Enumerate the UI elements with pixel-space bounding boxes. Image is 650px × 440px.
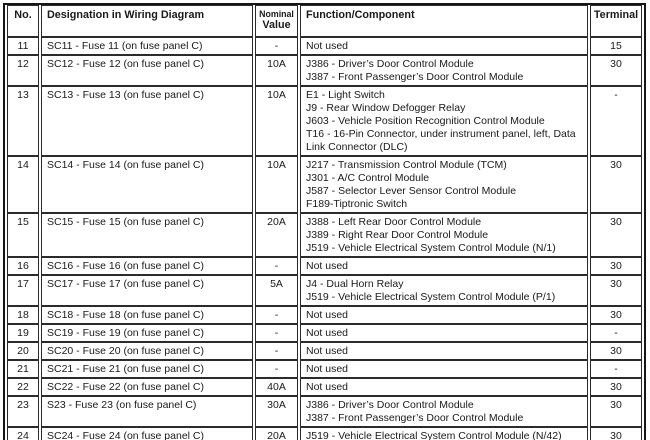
function-line: Not used <box>306 260 349 272</box>
nominal-value-cell: 30A <box>255 396 298 427</box>
table-row <box>7 257 642 275</box>
nominal-value-cell: - <box>255 342 298 360</box>
function-line: J9 - Rear Window Defogger Relay <box>306 102 466 114</box>
column-header-terminal: Terminal <box>590 5 642 37</box>
designation-cell: SC24 - Fuse 24 (on fuse panel C) <box>41 427 253 440</box>
terminal-cell: - <box>590 86 642 156</box>
function-line: J386 - Driver’s Door Control Module <box>306 58 474 70</box>
designation-cell: SC22 - Fuse 22 (on fuse panel C) <box>41 378 253 396</box>
column-header-nominal-line2: Value <box>262 19 291 31</box>
table-row <box>7 396 642 427</box>
terminal-cell: 30 <box>590 275 642 306</box>
designation-cell: SC12 - Fuse 12 (on fuse panel C) <box>41 55 253 86</box>
row-number-cell: 20 <box>7 342 39 360</box>
row-number-cell: 21 <box>7 360 39 378</box>
function-line: F189-Tiptronic Switch <box>306 198 408 210</box>
column-header-nominal-line1: Nominal <box>259 9 294 19</box>
nominal-value-cell: - <box>255 257 298 275</box>
function-line: Not used <box>306 345 349 357</box>
column-header-function: Function/Component <box>300 5 588 37</box>
nominal-value-cell: 5A <box>255 275 298 306</box>
column-header-no: No. <box>7 5 39 37</box>
row-number-cell: 17 <box>7 275 39 306</box>
row-number-cell: 18 <box>7 306 39 324</box>
table-row <box>7 37 642 55</box>
table-row <box>7 156 642 213</box>
function-component-cell <box>300 55 588 86</box>
nominal-value-cell: 40A <box>255 378 298 396</box>
terminal-cell: 15 <box>590 37 642 55</box>
nominal-value-cell: - <box>255 324 298 342</box>
row-number-cell: 11 <box>7 37 39 55</box>
row-number-cell: 23 <box>7 396 39 427</box>
designation-cell: SC13 - Fuse 13 (on fuse panel C) <box>41 86 253 156</box>
function-line: J587 - Selector Lever Sensor Control Module <box>306 185 517 197</box>
function-line: E1 - Light Switch <box>306 89 385 101</box>
table-row <box>7 306 642 324</box>
function-line: J389 - Right Rear Door Control Module <box>306 229 489 241</box>
nominal-value-cell: 10A <box>255 156 298 213</box>
function-line: Not used <box>306 381 349 393</box>
nominal-value-cell: 20A <box>255 427 298 440</box>
function-line: J386 - Driver’s Door Control Module <box>306 399 474 411</box>
row-number-cell: 12 <box>7 55 39 86</box>
function-line: Not used <box>306 327 349 339</box>
terminal-cell: 30 <box>590 427 642 440</box>
terminal-cell: 30 <box>590 306 642 324</box>
designation-cell: SC20 - Fuse 20 (on fuse panel C) <box>41 342 253 360</box>
designation-cell: SC17 - Fuse 17 (on fuse panel C) <box>41 275 253 306</box>
function-line: J217 - Transmission Control Module (TCM) <box>306 159 507 171</box>
designation-cell: SC16 - Fuse 16 (on fuse panel C) <box>41 257 253 275</box>
table-row <box>7 324 642 342</box>
function-component-cell <box>300 396 588 427</box>
row-number-cell: 14 <box>7 156 39 213</box>
function-line: Not used <box>306 309 349 321</box>
terminal-cell: 30 <box>590 156 642 213</box>
table-row <box>7 360 642 378</box>
row-number-cell: 13 <box>7 86 39 156</box>
function-line: J388 - Left Rear Door Control Module <box>306 216 482 228</box>
function-component-cell <box>300 156 588 213</box>
function-line: J387 - Front Passenger’s Door Control Module <box>306 412 524 424</box>
function-line: J387 - Front Passenger’s Door Control Module <box>306 71 524 83</box>
function-line: J519 - Vehicle Electrical System Control Module (N/1) <box>306 242 556 254</box>
function-component-cell <box>300 37 588 55</box>
terminal-cell: 30 <box>590 342 642 360</box>
row-number-cell: 19 <box>7 324 39 342</box>
row-number-cell: 15 <box>7 213 39 257</box>
function-component-cell <box>300 427 588 440</box>
function-component-cell <box>300 275 588 306</box>
table-row <box>7 342 642 360</box>
function-component-cell <box>300 306 588 324</box>
designation-cell: S23 - Fuse 23 (on fuse panel C) <box>41 396 253 427</box>
function-line: Not used <box>306 40 349 52</box>
terminal-cell: 30 <box>590 55 642 86</box>
table-row <box>7 378 642 396</box>
terminal-cell: 30 <box>590 396 642 427</box>
function-line: J301 - A/C Control Module <box>306 172 430 184</box>
function-line: J519 - Vehicle Electrical System Control Module (P/1) <box>306 291 556 303</box>
function-component-cell <box>300 360 588 378</box>
function-line: T16 - 16-Pin Connector, under instrument panel, left, Data Link Connector (DLC) <box>306 128 576 153</box>
table-body <box>7 37 642 440</box>
table-row <box>7 275 642 306</box>
fuse-panel-table <box>3 3 646 440</box>
column-header-nominal <box>255 5 298 37</box>
row-number-cell: 24 <box>7 427 39 440</box>
function-component-cell <box>300 324 588 342</box>
nominal-value-cell: - <box>255 360 298 378</box>
designation-cell: SC15 - Fuse 15 (on fuse panel C) <box>41 213 253 257</box>
function-line: Not used <box>306 363 349 375</box>
table-row <box>7 213 642 257</box>
designation-cell: SC19 - Fuse 19 (on fuse panel C) <box>41 324 253 342</box>
table-row <box>7 427 642 440</box>
terminal-cell: 30 <box>590 257 642 275</box>
function-component-cell <box>300 378 588 396</box>
row-number-cell: 16 <box>7 257 39 275</box>
terminal-cell: 30 <box>590 378 642 396</box>
designation-cell: SC18 - Fuse 18 (on fuse panel C) <box>41 306 253 324</box>
function-component-cell <box>300 86 588 156</box>
nominal-value-cell: 10A <box>255 86 298 156</box>
nominal-value-cell: 10A <box>255 55 298 86</box>
designation-cell: SC21 - Fuse 21 (on fuse panel C) <box>41 360 253 378</box>
row-number-cell: 22 <box>7 378 39 396</box>
table-row <box>7 55 642 86</box>
function-line: J603 - Vehicle Position Recognition Control Module <box>306 115 545 127</box>
nominal-value-cell: - <box>255 37 298 55</box>
designation-cell: SC11 - Fuse 11 (on fuse panel C) <box>41 37 253 55</box>
function-line: J4 - Dual Horn Relay <box>306 278 404 290</box>
function-component-cell <box>300 257 588 275</box>
function-component-cell <box>300 342 588 360</box>
header-row <box>7 5 642 37</box>
nominal-value-cell: 20A <box>255 213 298 257</box>
column-header-designation: Designation in Wiring Diagram <box>41 5 253 37</box>
terminal-cell: - <box>590 324 642 342</box>
function-line: J519 - Vehicle Electrical System Control Module (N/42) <box>306 430 562 440</box>
table-row <box>7 86 642 156</box>
designation-cell: SC14 - Fuse 14 (on fuse panel C) <box>41 156 253 213</box>
terminal-cell: 30 <box>590 213 642 257</box>
terminal-cell: - <box>590 360 642 378</box>
nominal-value-cell: - <box>255 306 298 324</box>
function-component-cell <box>300 213 588 257</box>
